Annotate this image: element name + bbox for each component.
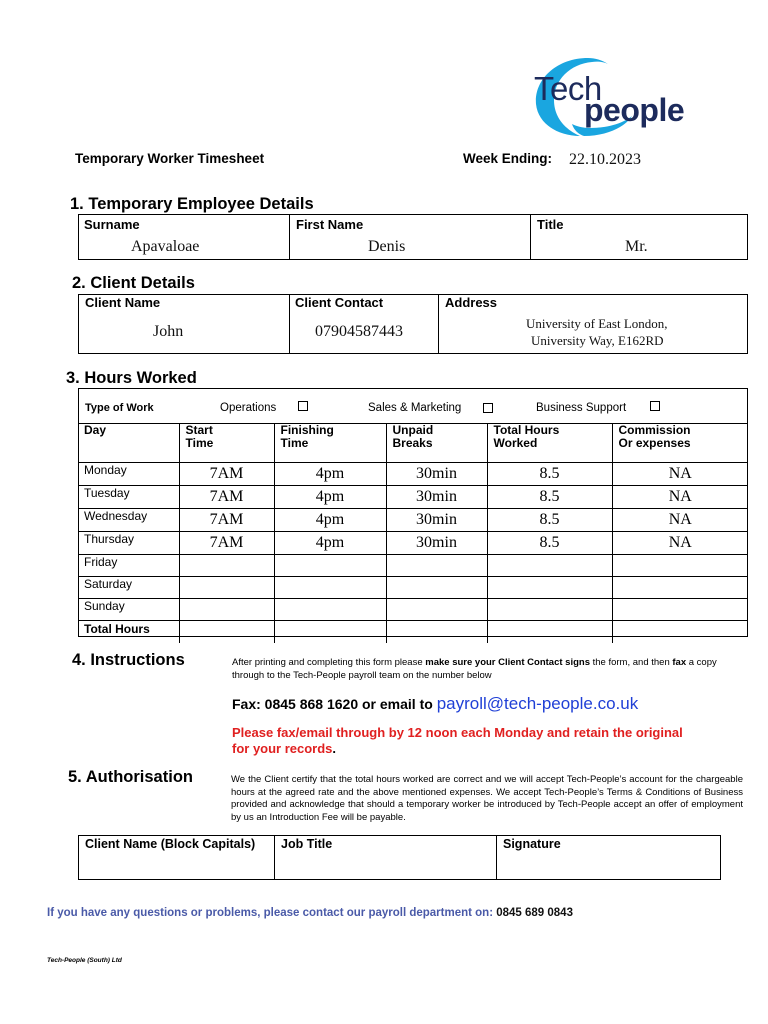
day-label: Sunday [78, 599, 179, 621]
total-cell[interactable] [487, 555, 612, 577]
fax-line [232, 694, 638, 714]
section-hours-heading: 3. Hours Worked [66, 369, 197, 387]
logo-word-tech: Tech [534, 70, 602, 107]
breaks-cell[interactable]: 30min [386, 509, 487, 532]
commission-cell[interactable] [612, 577, 748, 599]
col-day-header: Day [78, 424, 179, 463]
day-label: Monday [78, 463, 179, 486]
total-cell[interactable]: 8.5 [487, 486, 612, 509]
sales-marketing-checkbox[interactable] [483, 403, 493, 413]
day-label: Saturday [78, 577, 179, 599]
day-row [78, 509, 748, 532]
commission-cell[interactable]: NA [612, 463, 748, 486]
day-label: Thursday [78, 532, 179, 555]
deadline-notice: Please fax/email through by 12 noon each Monday and retain the original for your records. [232, 725, 683, 756]
day-row [78, 463, 748, 486]
day-label: Tuesday [78, 486, 179, 509]
surname-value: Apavaloae [131, 238, 200, 255]
total-commission-cell[interactable] [612, 621, 748, 643]
client-name-value: John [153, 323, 184, 340]
hours-header-row [78, 424, 748, 463]
total-start-cell[interactable] [179, 621, 274, 643]
breaks-cell[interactable]: 30min [386, 486, 487, 509]
commission-cell[interactable]: NA [612, 532, 748, 555]
client-name-block-label: Client Name (Block Capitals) [85, 837, 256, 851]
instructions-paragraph: After printing and completing this form please make sure your Client Contact signs the form, and then fax a copy through to the Tech-People payroll team on the number below [232, 657, 717, 681]
section-instructions-heading: 4. Instructions [72, 651, 185, 669]
title-value: Mr. [625, 238, 648, 255]
form-title: Temporary Worker Timesheet [75, 151, 265, 166]
finish-cell[interactable] [274, 577, 386, 599]
col-start-header: Start Time [179, 424, 274, 463]
fax-text: Fax: 0845 868 1620 or email to [232, 696, 437, 712]
day-row [78, 577, 748, 599]
address-line2: University Way, E162RD [531, 333, 664, 348]
section-employee-heading: 1. Temporary Employee Details [70, 195, 314, 213]
commission-cell[interactable]: NA [612, 486, 748, 509]
total-cell[interactable] [487, 577, 612, 599]
finish-cell[interactable] [274, 555, 386, 577]
col-commission-header: Commission Or expenses [612, 424, 748, 463]
hours-worked-table [78, 388, 748, 637]
breaks-cell[interactable] [386, 577, 487, 599]
work-type-sales-label: Sales & Marketing [368, 402, 462, 414]
payroll-contact-line [47, 907, 573, 919]
total-cell[interactable]: 8.5 [487, 463, 612, 486]
address-label: Address [445, 295, 498, 310]
total-hours-cell[interactable] [487, 621, 612, 643]
business-support-checkbox[interactable] [650, 401, 660, 411]
start-cell[interactable]: 7AM [179, 509, 274, 532]
client-details-table [78, 294, 748, 354]
operations-checkbox[interactable] [298, 401, 308, 411]
authorisation-table [78, 835, 721, 880]
logo-word-people: people [584, 92, 685, 128]
section-authorisation-heading: 5. Authorisation [68, 768, 193, 786]
payroll-phone: 0845 689 0843 [496, 907, 573, 919]
finish-cell[interactable]: 4pm [274, 532, 386, 555]
job-title-field[interactable] [277, 854, 493, 878]
start-cell[interactable]: 7AM [179, 486, 274, 509]
start-cell[interactable] [179, 577, 274, 599]
start-cell[interactable]: 7AM [179, 532, 274, 555]
surname-label: Surname [84, 217, 140, 232]
finish-cell[interactable] [274, 599, 386, 621]
start-cell[interactable] [179, 599, 274, 621]
total-breaks-cell[interactable] [386, 621, 487, 643]
company-footer: Tech-People (South) Ltd [47, 957, 122, 964]
total-cell[interactable]: 8.5 [487, 509, 612, 532]
authorisation-text: We the Client certify that the total hours worked are correct and we will accept Tech-People’s account for the chargeable hours at the agreed rate and the above mentioned expenses. We accept Tech-People’s Terms & Conditions of Business provided and acknowledge that should a temporary worker be introduced by Tech-People accept an offer of employment by us an Introduction Fee will be payable. [231, 774, 743, 823]
day-label: Wednesday [78, 509, 179, 532]
address-line1: University of East London, [526, 316, 668, 331]
work-type-support-label: Business Support [536, 402, 627, 414]
day-row [78, 486, 748, 509]
breaks-cell[interactable] [386, 555, 487, 577]
total-hours-label: Total Hours [78, 621, 179, 643]
first-name-value: Denis [368, 238, 406, 255]
total-finish-cell[interactable] [274, 621, 386, 643]
day-row [78, 555, 748, 577]
employee-details-table [78, 214, 748, 260]
client-name-label: Client Name [85, 295, 161, 310]
commission-cell[interactable]: NA [612, 509, 748, 532]
finish-cell[interactable]: 4pm [274, 486, 386, 509]
day-label: Friday [78, 555, 179, 577]
client-name-block-field[interactable] [81, 854, 271, 878]
start-cell[interactable]: 7AM [179, 463, 274, 486]
col-finish-header: Finishing Time [274, 424, 386, 463]
breaks-cell[interactable]: 30min [386, 463, 487, 486]
client-contact-label: Client Contact [295, 295, 384, 310]
start-cell[interactable] [179, 555, 274, 577]
commission-cell[interactable] [612, 555, 748, 577]
breaks-cell[interactable] [386, 599, 487, 621]
job-title-label: Job Title [281, 837, 333, 851]
finish-cell[interactable]: 4pm [274, 463, 386, 486]
col-total-header: Total Hours Worked [487, 424, 612, 463]
commission-cell[interactable] [612, 599, 748, 621]
type-of-work-label: Type of Work [85, 402, 154, 414]
hours-grid [78, 423, 748, 643]
client-contact-value: 07904587443 [315, 323, 403, 340]
payroll-question-text: If you have any questions or problems, please contact our payroll department on: [47, 907, 497, 919]
week-ending-label: Week Ending: [463, 151, 553, 166]
day-row [78, 599, 748, 621]
total-cell[interactable]: 8.5 [487, 532, 612, 555]
total-hours-row [78, 621, 748, 643]
work-type-operations-label: Operations [220, 402, 277, 414]
title-label: Title [537, 217, 564, 232]
breaks-cell[interactable]: 30min [386, 532, 487, 555]
signature-field[interactable] [499, 854, 717, 878]
payroll-email-link[interactable]: payroll@tech-people.co.uk [436, 694, 639, 713]
first-name-label: First Name [296, 217, 364, 232]
total-cell[interactable] [487, 599, 612, 621]
week-ending-value: 22.10.2023 [569, 151, 641, 168]
finish-cell[interactable]: 4pm [274, 509, 386, 532]
tech-people-logo [528, 52, 700, 138]
day-row [78, 532, 748, 555]
section-client-heading: 2. Client Details [72, 274, 195, 292]
col-breaks-header: Unpaid Breaks [386, 424, 487, 463]
signature-label: Signature [503, 837, 561, 851]
